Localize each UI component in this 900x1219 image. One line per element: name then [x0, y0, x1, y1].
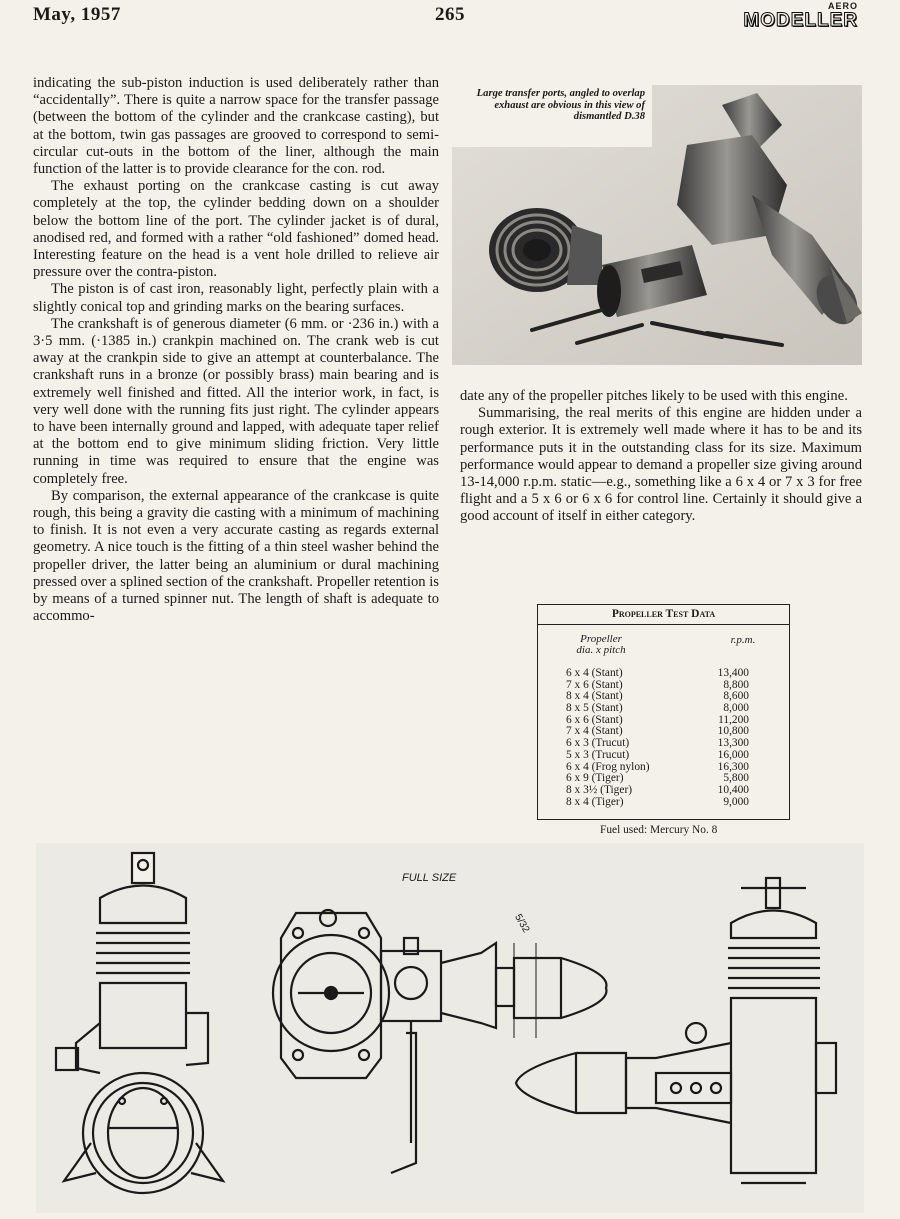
column-header-rpm: r.p.m. [730, 634, 756, 646]
propeller-size: 6 x 9 (Tiger) [566, 772, 624, 785]
engine-drawing [36, 843, 864, 1213]
rpm-value: 9,000 [723, 795, 749, 808]
propeller-size: 8 x 4 (Tiger) [566, 795, 624, 808]
table-row [538, 668, 789, 680]
propeller-size: 6 x 3 (Trucut) [566, 737, 630, 750]
rpm-value: 13,300 [717, 737, 749, 750]
column-header-line: dia. x pitch [576, 644, 626, 656]
propeller-size: 8 x 3½ (Tiger) [566, 783, 633, 796]
table-row [538, 797, 789, 809]
engine-photo [452, 85, 862, 365]
propeller-size: 6 x 4 (Frog nylon) [566, 760, 650, 773]
table-title: Propeller Test Data [538, 605, 789, 625]
rpm-value: 8,600 [723, 690, 749, 703]
propeller-size: 8 x 4 (Stant) [566, 690, 623, 703]
side-view-left [56, 853, 223, 1193]
rpm-value: 13,400 [717, 667, 749, 679]
page-number: 265 [435, 4, 465, 25]
rpm-value: 16,000 [717, 748, 749, 761]
rpm-value: 5,800 [723, 772, 749, 785]
rpm-value: 8,800 [723, 678, 749, 691]
masthead-small: AERO [827, 1, 858, 11]
rpm-value: 10,800 [717, 725, 749, 738]
left-column [33, 75, 439, 626]
paragraph: date any of the propeller pitches likely to be used with this engine. [460, 388, 848, 404]
paragraph: indicating the sub-piston induction is used deliberately rather than “accidentally”. There is quite a narrow space for the transfer passage (between the bottom of the cylinder and the crankcase casting), but at the bottom, twin gas passages are grooved to correspond to semi-circular cut-outs in the bottom of the liner, although the main function of the latter is to provide clearance for the con. rod. [33, 75, 439, 178]
rear-view-middle [273, 910, 514, 1173]
table-row [538, 785, 789, 797]
right-column [460, 388, 862, 526]
rpm-value: 10,400 [717, 783, 749, 796]
column-header-propeller [546, 634, 656, 656]
spinner-lower [516, 1053, 626, 1113]
propeller-size: 8 x 5 (Stant) [566, 702, 623, 715]
paragraph: The piston is of cast iron, reasonably light, perfectly plain with a slightly conical top and grinding marks on the bearing surfaces. [33, 281, 439, 315]
photo-caption: Large transfer ports, angled to overlap exhaust are obvious in this view of dismantled D.38 [476, 88, 645, 122]
paragraph: The exhaust porting on the crankcase casting is cut away completely at the top, the cylinder bedding down on a shoulder below the bottom line of the port. The cylinder jacket is of dural, anodised red, and formed with a rather “old fashioned” domed head. Interesting feature on the head is a vent hole drilled to relieve air pressure over the contra-piston. [33, 178, 439, 281]
rpm-value: 8,000 [723, 702, 749, 715]
propeller-size: 6 x 6 (Stant) [566, 713, 623, 726]
page-date: May, 1957 [33, 4, 121, 25]
fuel-note: Fuel used: Mercury No. 8 [600, 824, 718, 836]
table-row [538, 750, 789, 762]
column-header-line: Propeller [580, 633, 622, 645]
rpm-value: 11,200 [718, 713, 749, 726]
full-size-label: FULL SIZE [402, 872, 457, 884]
propeller-test-table [537, 604, 790, 820]
dimension-label: 5/32 [512, 912, 532, 935]
side-view-right [626, 878, 836, 1183]
rpm-value: 16,300 [717, 760, 749, 773]
table-row [538, 703, 789, 715]
propeller-size: 7 x 4 (Stant) [566, 725, 623, 738]
paragraph: By comparison, the external appearance of the crankcase is quite rough, this being a gravity die casting with a minimum of machining to finish. It is not even a very accurate casting as regards external geometry. A nice touch is the fitting of a thin steel washer behind the propeller driver, the latter being an aluminium or dural machining pressed over a splined section of the crankshaft. Propeller retention is by means of a turned spinner nut. The length of shaft is adequate to accommo- [33, 487, 439, 625]
magazine-masthead [743, 2, 858, 30]
masthead-title: MODELLER [743, 10, 858, 31]
propeller-size: 6 x 4 (Stant) [566, 667, 623, 679]
propeller-size: 7 x 6 (Stant) [566, 678, 623, 691]
table-rows [538, 668, 789, 808]
paragraph: The crankshaft is of generous diameter (6 mm. or ·236 in.) with a 3·5 mm. (·1385 in.) crankpin machined on. The crank web is cut away at the crankpin side to give an attempt at counterbalance. The crankshaft runs in a bronze (or possibly brass) main bearing and is extremely well finished and fitted. All the interior work, in fact, is very well done with the running fits just right. The cylinder appears to have been internally ground and lapped, with adequate taper relief at the bottom end to give minimum sliding friction. Very little running in time was required to ensure that the engine was completely free. [33, 315, 439, 487]
paragraph: Summarising, the real merits of this engine are hidden under a rough exterior. It is extremely well made where it has to be and its performance puts it in the outstanding class for its size. Maximum performance would appear to demand a propeller size giving around 13-14,000 r.p.m. static—e.g., something like a 6 x 4 or 7 x 3 for free flight and a 5 x 6 or 6 x 6 for control line. Certainly it should give a good account of itself in either category. [460, 405, 862, 525]
propeller-size: 5 x 3 (Trucut) [566, 748, 630, 761]
